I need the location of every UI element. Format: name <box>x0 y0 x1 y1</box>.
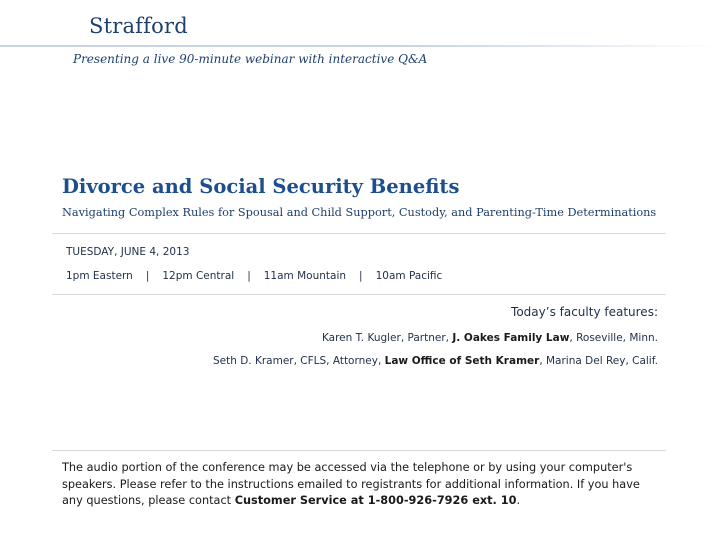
time-separator: | <box>145 270 150 282</box>
event-times <box>66 270 442 282</box>
time-central: 12pm Central <box>162 270 235 282</box>
faculty-member <box>213 355 658 367</box>
audio-text: The audio portion of the conference may be accessed via the telephone or by using your computer's speakers. Please refer to the instructions emailed to registrants for additional information. If you have any questions, please contact <box>62 461 640 507</box>
divider-middle <box>52 294 666 295</box>
header-divider <box>0 45 720 47</box>
faculty-heading: Today’s faculty features: <box>511 305 658 319</box>
faculty-firm: Law Office of Seth Kramer <box>384 355 540 367</box>
time-eastern: 1pm Eastern <box>66 270 133 282</box>
faculty-member <box>322 332 658 344</box>
time-separator: | <box>247 270 251 282</box>
strafford-logo: Strafford <box>89 14 188 38</box>
time-separator: | <box>359 270 363 282</box>
customer-service-contact: Customer Service at 1-800-926-7926 ext. 10 <box>234 494 517 507</box>
faculty-location: , Marina Del Rey, Calif. <box>539 355 658 367</box>
time-pacific: 10am Pacific <box>375 270 443 282</box>
webinar-tagline: Presenting a live 90-minute webinar with interactive Q&A <box>73 52 428 66</box>
time-mountain: 11am Mountain <box>263 270 347 282</box>
divider-bottom <box>52 450 666 451</box>
divider-top <box>52 233 666 234</box>
faculty-name: Karen T. Kugler, Partner, <box>321 332 453 344</box>
faculty-name: Seth D. Kramer, CFLS, Attorney, <box>212 355 385 367</box>
webinar-title: Divorce and Social Security Benefits <box>62 175 460 198</box>
audio-instructions <box>62 460 662 510</box>
faculty-firm: J. Oakes Family Law <box>452 332 570 344</box>
event-date: TUESDAY, JUNE 4, 2013 <box>66 246 190 258</box>
webinar-subtitle: Navigating Complex Rules for Spousal and Child Support, Custody, and Parenting-Time Determinations <box>62 206 657 219</box>
faculty-location: , Roseville, Minn. <box>569 332 658 344</box>
audio-end: . <box>516 494 521 507</box>
